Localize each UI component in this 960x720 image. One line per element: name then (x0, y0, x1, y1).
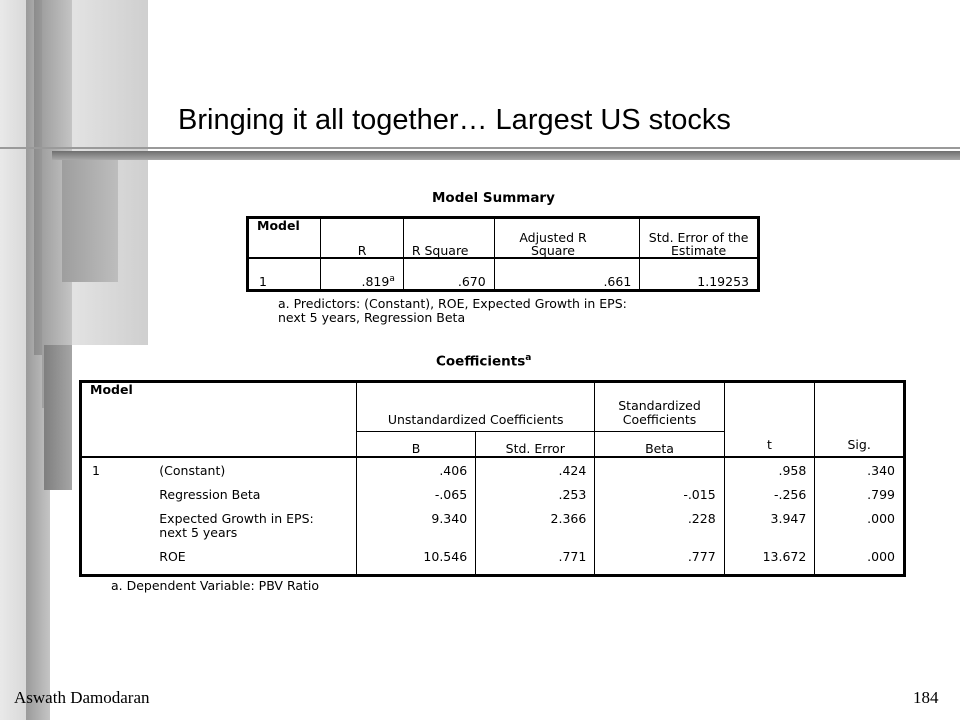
coefficients-title: Coefficients$^a$ (436, 353, 532, 370)
cell-r-square: .670 (403, 258, 494, 291)
header-b: B (357, 432, 476, 458)
header-std-error: Std. Error of the Estimate (640, 218, 759, 259)
cell-variable: (Constant) (151, 457, 356, 482)
cell-std-error: .424 (476, 457, 595, 482)
model-summary-title: Model Summary (432, 190, 555, 206)
header-beta: Beta (595, 432, 724, 458)
cell-b: 10.546 (357, 544, 476, 576)
header-unstandardized: Unstandardized Coefficients (357, 382, 595, 432)
cell-variable: ROE (151, 544, 356, 576)
cell-b: .406 (357, 457, 476, 482)
header-model: Model (81, 382, 357, 458)
cell-t: -.256 (724, 482, 815, 506)
table-row (81, 482, 905, 506)
header-sig: Sig. (815, 382, 905, 458)
cell-model: 1 (248, 258, 321, 291)
cell-r: .819$^a$ (321, 258, 403, 291)
cell-beta: .228 (595, 506, 724, 544)
slide-title: Bringing it all together… Largest US stocks (178, 104, 731, 136)
table-row (81, 457, 905, 482)
cell-t: 13.672 (724, 544, 815, 576)
header-r-square: R Square (403, 218, 494, 259)
header-standardized: Standardized Coefficients (595, 382, 724, 432)
header-std-error: Std. Error (476, 432, 595, 458)
cell-std-error: 1.19253 (640, 258, 759, 291)
cell-b: -.065 (357, 482, 476, 506)
table-row (81, 544, 905, 576)
cell-std-error: .253 (476, 482, 595, 506)
cell-variable: Regression Beta (151, 482, 356, 506)
cell-sig: .000 (815, 544, 905, 576)
decorative-bar (62, 160, 118, 282)
cell-beta: -.015 (595, 482, 724, 506)
cell-sig: .799 (815, 482, 905, 506)
title-divider-bar (52, 151, 960, 160)
cell-adj-r-square: .661 (494, 258, 640, 291)
coefficients-table (79, 380, 906, 577)
cell-t: 3.947 (724, 506, 815, 544)
header-adj-r-square: Adjusted R Square (494, 218, 640, 259)
cell-std-error: 2.366 (476, 506, 595, 544)
model-summary-table (246, 216, 760, 292)
model-summary-footnote: a. Predictors: (Constant), ROE, Expected Growth in EPS: next 5 years, Regression Beta (278, 296, 627, 325)
cell-variable: Expected Growth in EPS: next 5 years (151, 506, 356, 544)
header-t: t (724, 382, 815, 458)
cell-t: .958 (724, 457, 815, 482)
cell-sig: .340 (815, 457, 905, 482)
coefficients-footnote: a. Dependent Variable: PBV Ratio (111, 578, 320, 593)
cell-beta (595, 457, 724, 482)
header-r: R (321, 218, 403, 259)
cell-b: 9.340 (357, 506, 476, 544)
header-model: Model (248, 218, 321, 259)
footer-author: Aswath Damodaran (14, 688, 150, 707)
cell-model: 1 (81, 457, 152, 576)
cell-sig: .000 (815, 506, 905, 544)
decorative-bar (44, 345, 72, 490)
page-number: 184 (913, 688, 939, 707)
table-row (81, 506, 905, 544)
cell-std-error: .771 (476, 544, 595, 576)
decorative-bar (0, 0, 26, 720)
title-divider (0, 147, 960, 149)
cell-beta: .777 (595, 544, 724, 576)
